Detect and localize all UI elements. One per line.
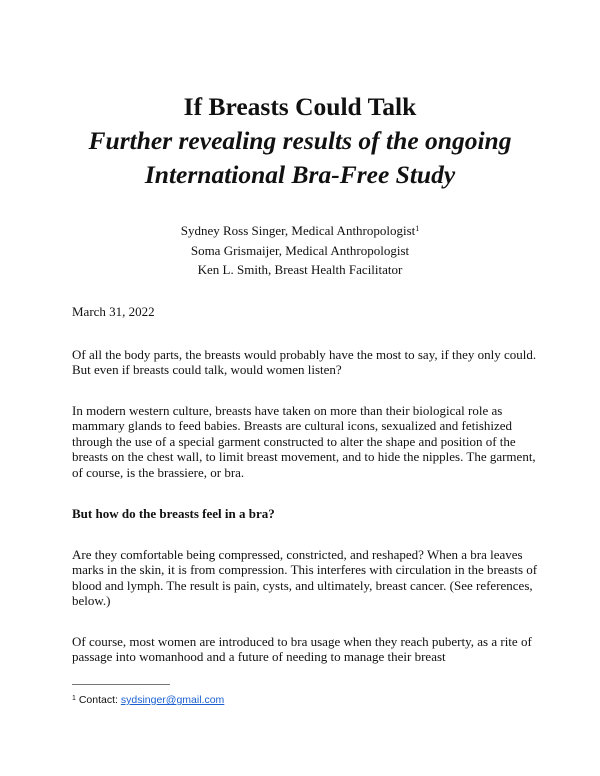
author-2: Soma Grismaijer, Medical Anthropologist — [190, 242, 410, 258]
footnote — [72, 692, 224, 707]
document-subtitle-line-2: International Bra-Free Study — [144, 160, 456, 189]
paragraph-culture: In modern western culture, breasts have taken on more than their biological role as mammary glands to feed babies. Breasts are cultural icons, sexualized and fetishized through the use of a special garment constructed to alter the shape and position of the breasts on the chest wall, to limit breast movement, and to hide the nipples. The garment, of course, is the brassiere, or bra. — [72, 403, 536, 480]
contact-email-link[interactable]: sydsinger@gmail.com — [120, 694, 225, 706]
document-date: March 31, 2022 — [72, 304, 155, 319]
footnote-label: Contact: — [78, 694, 121, 706]
section-heading: But how do the breasts feel in a bra? — [72, 506, 275, 521]
paragraph-compression: Are they comfortable being compressed, constricted, and reshaped? When a bra leaves marks in the skin, it is from compression. This interferes with circulation in the breasts of blood and lymph. The result is pain, cysts, and ultimately, breast cancer. (See references, below.) — [72, 547, 538, 609]
footnote-marker: 1 — [415, 224, 420, 233]
paragraph-intro: Of all the body parts, the breasts would probably have the most to say, if they only could. But even if breasts could talk, would women listen? — [72, 347, 537, 378]
author-list — [0, 219, 600, 280]
author-1 — [0, 219, 600, 241]
footnote-number: 1 — [72, 695, 76, 702]
author-3: Ken L. Smith, Breast Health Facilitator — [197, 262, 403, 277]
footnote-divider — [72, 684, 170, 685]
paragraph-puberty: Of course, most women are introduced to bra usage when they reach puberty, as a rite of passage into womanhood and a future of needing to manage their breast — [72, 634, 532, 665]
author-1-text: Sydney Ross Singer, Medical Anthropologist — [180, 223, 416, 238]
document-subtitle-line-1: Further revealing results of the ongoing — [88, 126, 512, 155]
document-title: If Breasts Could Talk — [183, 92, 417, 121]
